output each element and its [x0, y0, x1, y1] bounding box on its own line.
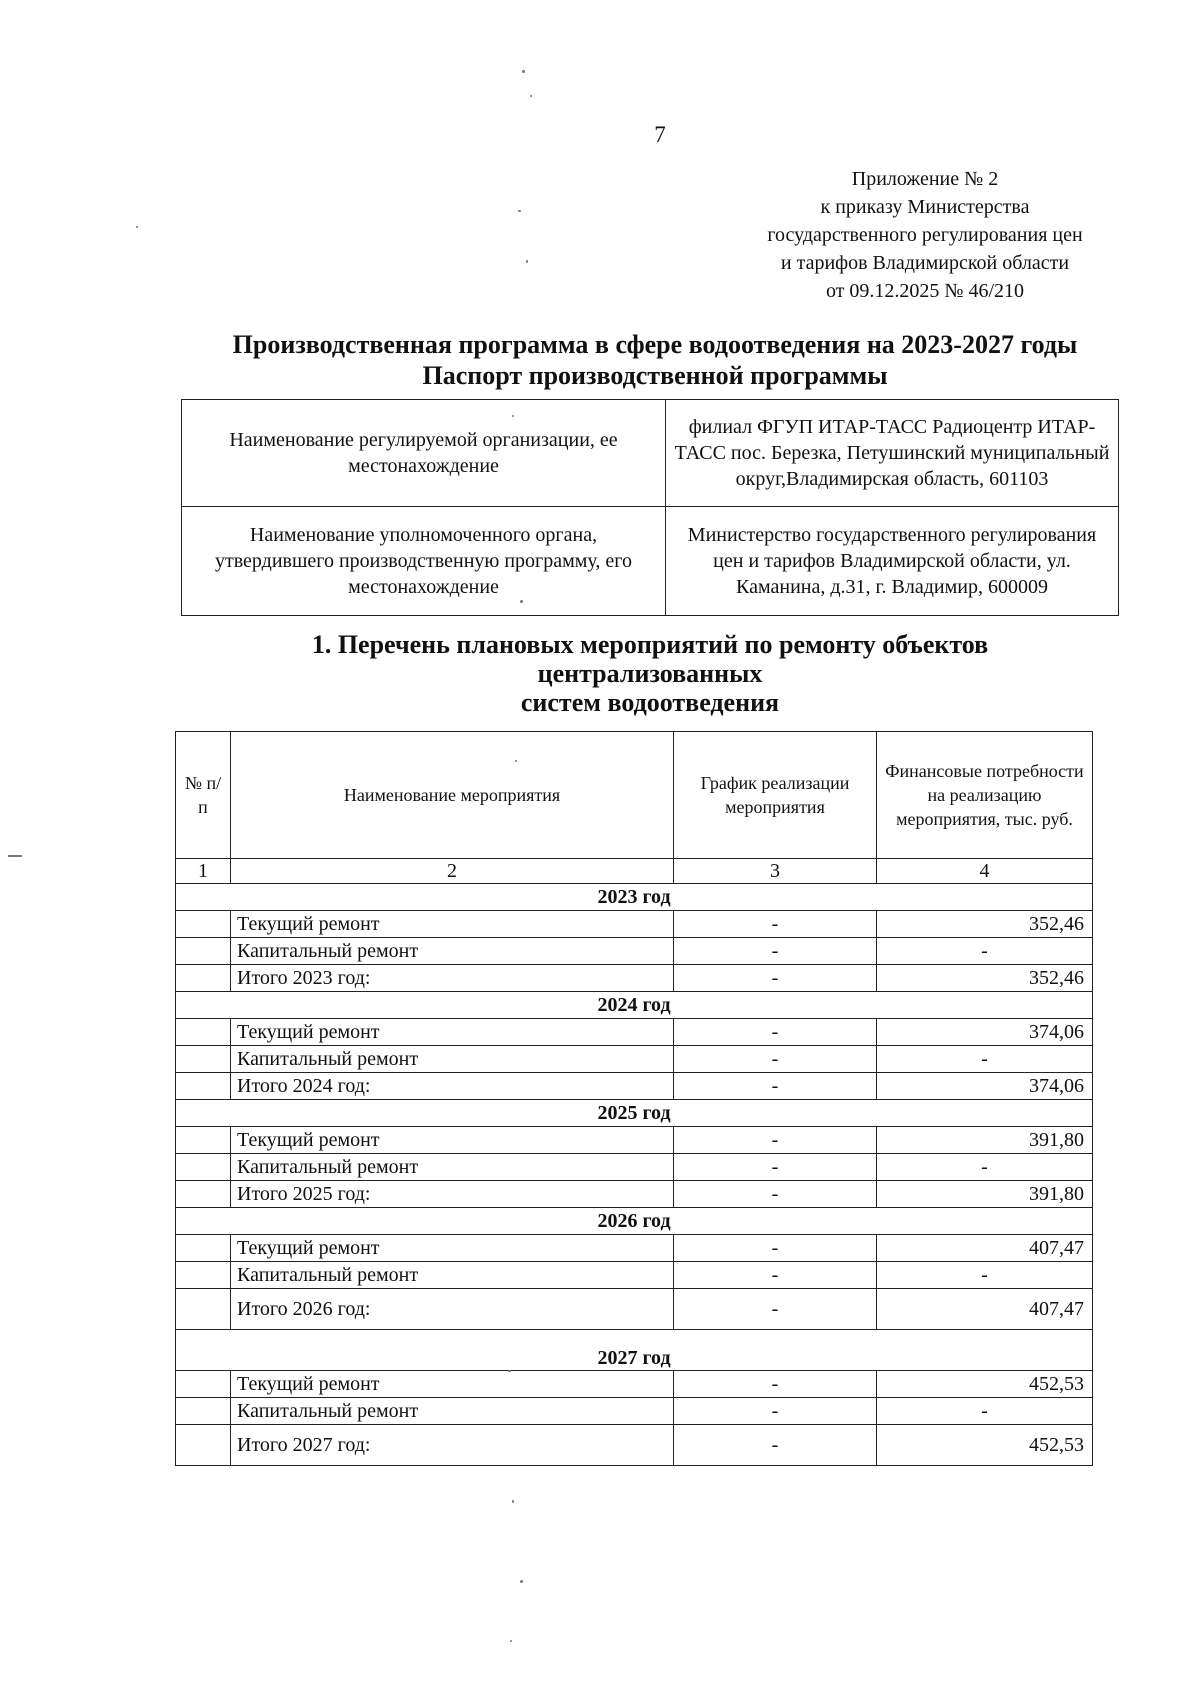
- section-heading-line: централизованных: [537, 659, 763, 688]
- table-row: [176, 911, 1093, 938]
- amount-cell: 407,47: [877, 1289, 1093, 1330]
- year-label: 2025 год: [176, 1100, 1093, 1127]
- year-row: [176, 1208, 1093, 1235]
- document-title: Производственная программа в сфере водоотведения на 2023-2027 годы: [232, 330, 1078, 359]
- document-subtitle: Паспорт производственной программы: [422, 361, 888, 390]
- header-amount: Финансовые потребности на реализацию мероприятия, тыс. руб.: [877, 732, 1093, 859]
- schedule-cell: -: [674, 1073, 877, 1100]
- year-row: [176, 1330, 1093, 1371]
- schedule-cell: -: [674, 938, 877, 965]
- appendix-line: и тарифов Владимирской области: [780, 252, 1070, 274]
- section-heading-line: систем водоотведения: [520, 688, 780, 717]
- amount-cell: -: [877, 1154, 1093, 1181]
- activity-name: Итого 2023 год:: [231, 965, 674, 992]
- activity-name: Капитальный ремонт: [231, 1398, 674, 1425]
- column-number: 2: [231, 859, 674, 884]
- schedule-cell: -: [674, 1127, 877, 1154]
- schedule-cell: -: [674, 1046, 877, 1073]
- year-label: 2024 год: [176, 992, 1093, 1019]
- amount-cell: 391,80: [877, 1127, 1093, 1154]
- table-row: [176, 1425, 1093, 1466]
- activity-name: Итого 2027 год:: [231, 1425, 674, 1466]
- table-row: [176, 1398, 1093, 1425]
- table-header-row: [176, 732, 1093, 859]
- activity-name: Текущий ремонт: [231, 1019, 674, 1046]
- schedule-cell: -: [674, 911, 877, 938]
- column-number: 1: [176, 859, 231, 884]
- amount-cell: -: [877, 1046, 1093, 1073]
- schedule-cell: -: [674, 1289, 877, 1330]
- year-label: 2026 год: [176, 1208, 1093, 1235]
- activity-name: Итого 2024 год:: [231, 1073, 674, 1100]
- schedule-cell: -: [674, 1425, 877, 1466]
- amount-cell: 452,53: [877, 1371, 1093, 1398]
- table-row: [176, 1046, 1093, 1073]
- table-row: [176, 1181, 1093, 1208]
- table-row: [176, 1289, 1093, 1330]
- amount-cell: -: [877, 938, 1093, 965]
- table-row: [176, 1154, 1093, 1181]
- activity-name: Итого 2026 год:: [231, 1289, 674, 1330]
- appendix-line: к приказу Министерства: [820, 196, 1030, 218]
- passport-label: Наименование регулируемой организации, ее местонахождение: [182, 400, 666, 507]
- table-row: [176, 965, 1093, 992]
- schedule-cell: -: [674, 965, 877, 992]
- schedule-cell: -: [674, 1154, 877, 1181]
- schedule-cell: -: [674, 1262, 877, 1289]
- schedule-cell: -: [674, 1371, 877, 1398]
- plan-table: [175, 731, 1093, 1466]
- amount-cell: -: [877, 1398, 1093, 1425]
- header-number: № п/п: [176, 732, 231, 859]
- activity-name: Текущий ремонт: [231, 911, 674, 938]
- section-heading: [180, 630, 1120, 717]
- schedule-cell: -: [674, 1235, 877, 1262]
- passport-label: Наименование уполномоченного органа, утвердившего производственную программу, его местонахождение: [182, 507, 666, 616]
- table-row: [176, 1235, 1093, 1262]
- amount-cell: -: [877, 1262, 1093, 1289]
- year-label: 2027 год: [176, 1330, 1093, 1371]
- appendix-header: [740, 165, 1110, 305]
- activity-name: Капитальный ремонт: [231, 938, 674, 965]
- passport-value: филиал ФГУП ИТАР-ТАСС Радиоцентр ИТАР-ТАСС пос. Березка, Петушинский муниципальный округ,Владимирская область, 601103: [666, 400, 1119, 507]
- activity-name: Итого 2025 год:: [231, 1181, 674, 1208]
- page-number: 7: [654, 122, 666, 147]
- column-number-row: [176, 859, 1093, 884]
- column-number: 4: [877, 859, 1093, 884]
- activity-name: Текущий ремонт: [231, 1235, 674, 1262]
- table-row: [176, 1371, 1093, 1398]
- year-row: [176, 1100, 1093, 1127]
- table-row: [176, 1127, 1093, 1154]
- amount-cell: 452,53: [877, 1425, 1093, 1466]
- table-row: [176, 1019, 1093, 1046]
- table-row: [176, 1262, 1093, 1289]
- schedule-cell: -: [674, 1019, 877, 1046]
- year-label: 2023 год: [176, 884, 1093, 911]
- passport-table: [181, 399, 1119, 616]
- activity-name: Капитальный ремонт: [231, 1154, 674, 1181]
- activity-name: Капитальный ремонт: [231, 1262, 674, 1289]
- activity-name: Капитальный ремонт: [231, 1046, 674, 1073]
- appendix-line: государственного регулирования цен: [767, 224, 1083, 246]
- table-row: [176, 1073, 1093, 1100]
- schedule-cell: -: [674, 1181, 877, 1208]
- appendix-line: Приложение № 2: [851, 168, 999, 190]
- amount-cell: 374,06: [877, 1073, 1093, 1100]
- activity-name: Текущий ремонт: [231, 1371, 674, 1398]
- section-heading-line: 1. Перечень плановых мероприятий по ремонту объектов: [311, 630, 989, 659]
- header-name: Наименование мероприятия: [231, 732, 674, 859]
- table-row: [176, 938, 1093, 965]
- year-row: [176, 992, 1093, 1019]
- amount-cell: 374,06: [877, 1019, 1093, 1046]
- amount-cell: 391,80: [877, 1181, 1093, 1208]
- column-number: 3: [674, 859, 877, 884]
- passport-value: Министерство государственного регулирования цен и тарифов Владимирской области, ул. Каманина, д.31, г. Владимир, 600009: [666, 507, 1119, 616]
- appendix-line: от 09.12.2025 № 46/210: [825, 280, 1025, 302]
- year-row: [176, 884, 1093, 911]
- activity-name: Текущий ремонт: [231, 1127, 674, 1154]
- schedule-cell: -: [674, 1398, 877, 1425]
- amount-cell: 352,46: [877, 911, 1093, 938]
- header-schedule: График реализации мероприятия: [674, 732, 877, 859]
- amount-cell: 407,47: [877, 1235, 1093, 1262]
- amount-cell: 352,46: [877, 965, 1093, 992]
